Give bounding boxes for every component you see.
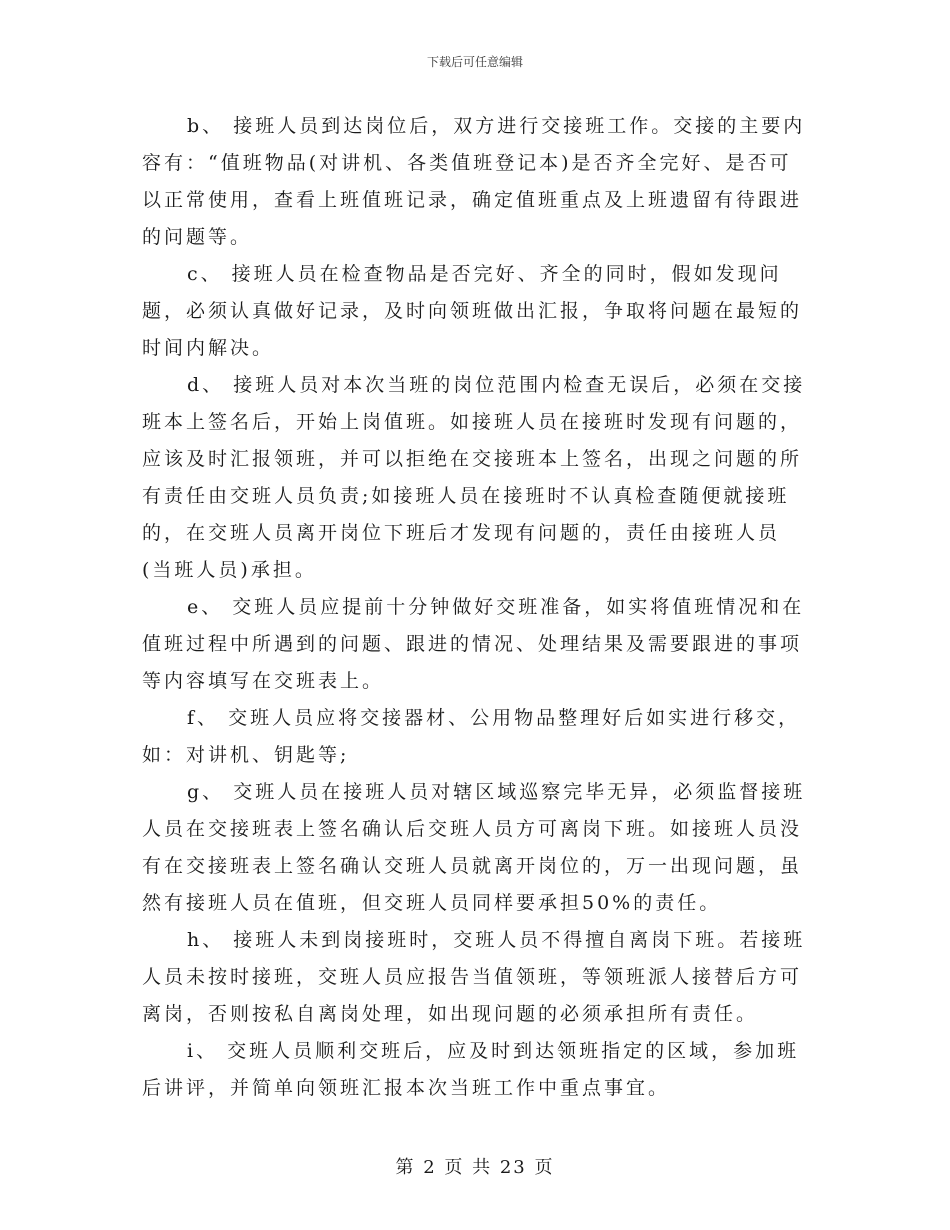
header-note: 下载后可任意编辑 (426, 55, 523, 69)
paragraph-i: i、 交班人员顺利交班后，应及时到达领班指定的区域，参加班后讲评，并简单向领班汇报本次当班工作中重点事宜。 (142, 1040, 800, 1099)
paragraph-h: h、 接班人未到岗接班时，交班人员不得擅自离岗下班。若接班人员未按时接班，交班人员应报告当值领班，等领班派人接替后方可离岗，否则按私自离岗处理，如出现问题的必须承担所有责任。 (142, 929, 806, 1025)
document-body (142, 108, 812, 1107)
page-number: 第 2 页 共 23 页 (395, 1157, 555, 1178)
paragraph-f: f、 交班人员应将交接器材、公用物品整理好后如实进行移交，如：对讲机、钥匙等; (142, 707, 801, 766)
paragraph-g: g、 交班人员在接班人员对辖区域巡察完毕无异，必须监督接班人员在交接班表上签名确认后交班人员方可离岗下班。如接班人员没有在交接班表上签名确认交班人员就离开岗位的，万一出现问题，虽然有接班人员在值班，但交班人员同样要承担50%的责任。 (142, 781, 806, 914)
paragraph-d: d、 接班人员对本次当班的岗位范围内检查无误后，必须在交接班本上签名后，开始上岗值班。如接班人员在接班时发现有问题的，应该及时汇报领班，并可以拒绝在交接班本上签名，出现之问题的所有责任由交班人员负责;如接班人员在接班时不认真检查随便就接班的，在交班人员离开岗位下班后才发现有问题的，责任由接班人员(当班人员)承担。 (142, 374, 806, 581)
paragraph-c: c、 接班人员在检查物品是否完好、齐全的同时，假如发现问题，必须认真做好记录，及时向领班做出汇报，争取将问题在最短的时间内解决。 (142, 263, 803, 359)
paragraph-b: b、 接班人员到达岗位后，双方进行交接班工作。交接的主要内容有：“值班物品(对讲机、各类值班登记本)是否齐全完好、是否可以正常使用，查看上班值班记录，确定值班重点及上班遗留有待跟进的问题等。 (142, 115, 806, 248)
paragraph-e: e、 交班人员应提前十分钟做好交班准备，如实将值班情况和在值班过程中所遇到的问题、跟进的情况、处理结果及需要跟进的事项等内容填写在交班表上。 (142, 596, 805, 692)
